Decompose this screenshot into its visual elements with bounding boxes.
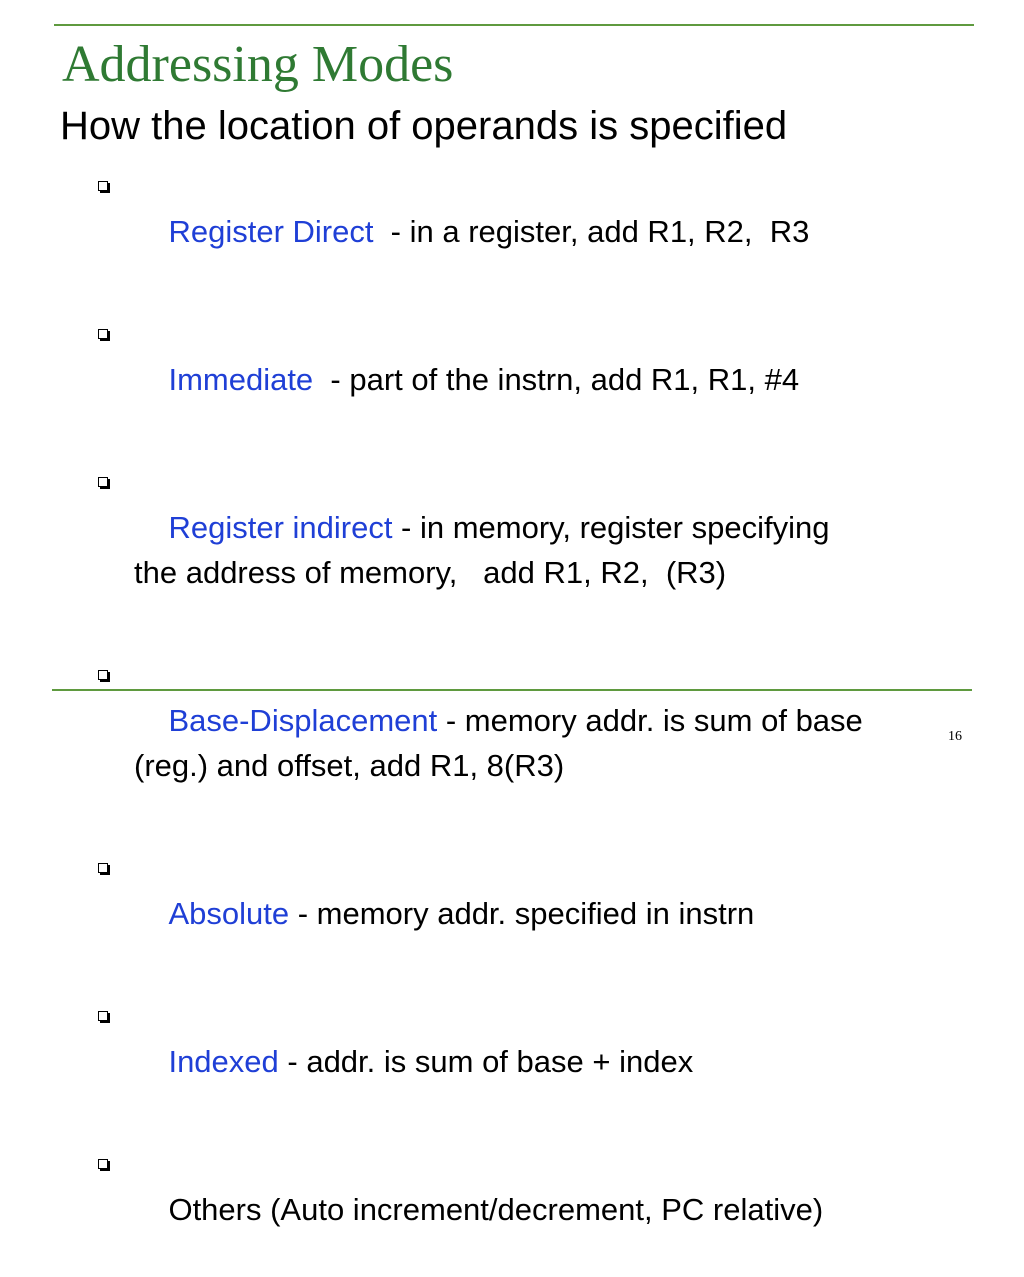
list-item-register-direct xyxy=(98,164,978,299)
mode-term: Base-Displacement xyxy=(168,703,438,738)
square-bullet-icon xyxy=(98,329,108,339)
square-bullet-icon xyxy=(98,181,108,191)
list-item-base-displacement xyxy=(98,653,978,833)
list-item-register-indirect xyxy=(98,460,978,640)
mode-term: Register indirect xyxy=(168,510,393,545)
page-number: 16 xyxy=(948,729,962,744)
mode-description: - memory addr. is sum of base (reg.) and offset, add R1, 8(R3) xyxy=(134,703,863,783)
list-item-indexed xyxy=(98,994,978,1129)
top-divider xyxy=(54,24,974,26)
mode-description: - part of the instrn, add R1, R1, #4 xyxy=(313,362,800,397)
square-bullet-icon xyxy=(98,477,108,487)
mode-term: Indexed xyxy=(168,1044,279,1079)
mode-term: Immediate xyxy=(168,362,314,397)
bottom-divider xyxy=(52,689,972,691)
mode-description: - addr. is sum of base + index xyxy=(278,1044,694,1079)
square-bullet-icon xyxy=(98,670,108,680)
slide-subtitle: How the location of operands is specified xyxy=(60,104,788,148)
mode-term: Register Direct xyxy=(168,214,374,249)
square-bullet-icon xyxy=(98,1159,108,1169)
mode-description: - in memory, register specifying the address of memory, add R1, R2, (R3) xyxy=(134,510,830,590)
slide-title: Addressing Modes xyxy=(62,36,454,93)
square-bullet-icon xyxy=(98,863,108,873)
addressing-mode-list xyxy=(98,164,978,1277)
list-item-others xyxy=(98,1142,978,1277)
mode-term: Absolute xyxy=(168,896,290,931)
square-bullet-icon xyxy=(98,1011,108,1021)
mode-description: - in a register, add R1, R2, R3 xyxy=(373,214,810,249)
mode-description: Others (Auto increment/decrement, PC relative) xyxy=(168,1192,824,1227)
list-item-absolute xyxy=(98,846,978,981)
list-item-immediate xyxy=(98,312,978,447)
mode-description: - memory addr. specified in instrn xyxy=(289,896,755,931)
